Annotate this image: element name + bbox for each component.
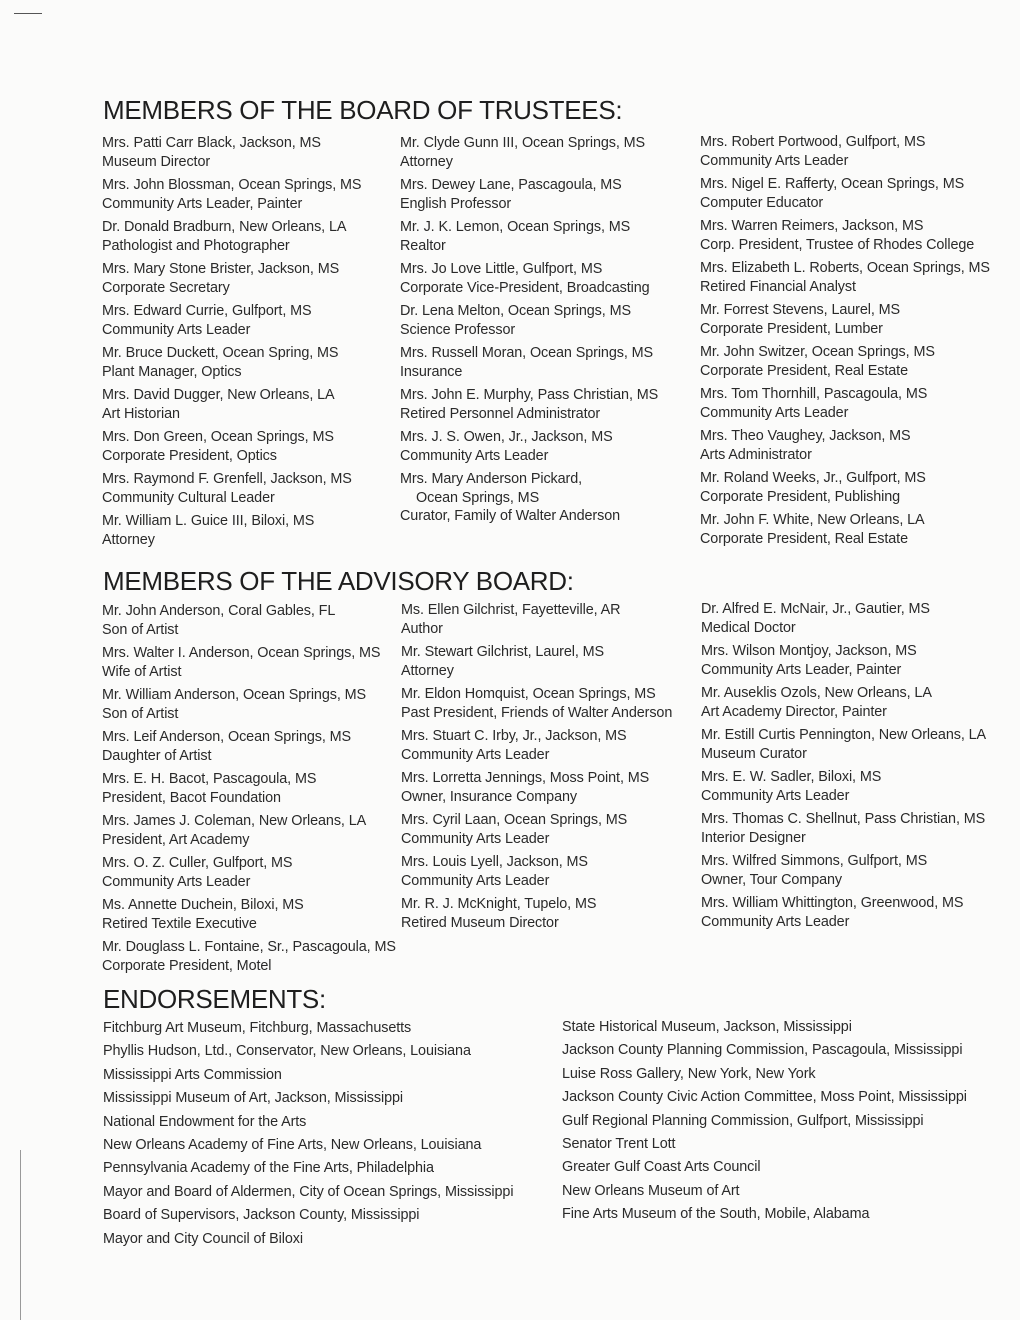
page-edge-line bbox=[20, 1150, 21, 1320]
member-entry bbox=[400, 260, 700, 297]
member-entry bbox=[401, 601, 701, 638]
member-entry bbox=[400, 218, 700, 255]
member-location: Ocean Springs, MS bbox=[416, 489, 540, 506]
member-name: Mrs. Robert Portwood, Gulfport, MS bbox=[700, 134, 926, 150]
member-title: Community Arts Leader bbox=[401, 872, 550, 889]
member-title: Corporate President, Publishing bbox=[700, 488, 901, 505]
member-entry bbox=[700, 385, 1000, 422]
member-entry bbox=[102, 938, 402, 975]
endorsement-item: Pennsylvania Academy of the Fine Arts, Philadelphia bbox=[103, 1160, 434, 1177]
member-entry bbox=[401, 811, 701, 848]
member-name: Mrs. Leif Anderson, Ocean Springs, MS bbox=[102, 729, 352, 745]
member-title: Owner, Insurance Company bbox=[401, 788, 577, 805]
member-entry bbox=[102, 812, 402, 849]
member-name: Mrs. Edward Currie, Gulfport, MS bbox=[102, 303, 312, 319]
member-entry bbox=[701, 768, 1001, 805]
member-entry bbox=[700, 133, 1000, 170]
member-entry bbox=[400, 302, 700, 339]
endorsement-item: State Historical Museum, Jackson, Mississippi bbox=[562, 1019, 852, 1035]
member-title: English Professor bbox=[400, 195, 512, 212]
member-title: Owner, Tour Company bbox=[701, 871, 843, 888]
member-entry bbox=[102, 512, 402, 549]
member-title: Realtor bbox=[400, 237, 446, 254]
member-entry bbox=[700, 259, 1000, 296]
member-title: Interior Designer bbox=[701, 829, 806, 846]
member-name: Mr. John F. White, New Orleans, LA bbox=[700, 512, 925, 528]
endorsements-heading: ENDORSEMENTS: bbox=[103, 984, 326, 1014]
member-entry bbox=[401, 685, 701, 722]
member-title: Corporate Secretary bbox=[102, 279, 230, 296]
member-entry bbox=[102, 470, 402, 507]
member-name: Mrs. Don Green, Ocean Springs, MS bbox=[102, 429, 334, 445]
member-entry bbox=[102, 428, 402, 465]
member-title: Community Arts Leader bbox=[401, 830, 550, 847]
member-title: Art Academy Director, Painter bbox=[701, 703, 887, 720]
member-title: Retired Museum Director bbox=[401, 914, 559, 931]
member-entry bbox=[401, 895, 701, 932]
member-name: Mrs. Stuart C. Irby, Jr., Jackson, MS bbox=[401, 728, 627, 744]
member-name: Mrs. Thomas C. Shellnut, Pass Christian, MS bbox=[701, 811, 986, 827]
endorsement-item: New Orleans Academy of Fine Arts, New Orleans, Louisiana bbox=[103, 1137, 482, 1154]
member-title: Computer Educator bbox=[700, 194, 824, 211]
member-name: Mrs. Mary Anderson Pickard, bbox=[400, 471, 583, 487]
member-name: Mrs. Nigel E. Rafferty, Ocean Springs, MS bbox=[700, 176, 965, 192]
advisory-heading: MEMBERS OF THE ADVISORY BOARD: bbox=[103, 566, 574, 596]
member-title: Attorney bbox=[400, 153, 453, 170]
member-entry bbox=[102, 260, 402, 297]
member-entry bbox=[102, 134, 402, 171]
member-name: Mrs. Walter I. Anderson, Ocean Springs, MS bbox=[102, 645, 381, 661]
member-entry bbox=[400, 386, 700, 423]
member-title: Curator, Family of Walter Anderson bbox=[400, 508, 621, 524]
member-entry bbox=[700, 469, 1000, 506]
member-name: Dr. Donald Bradburn, New Orleans, LA bbox=[102, 219, 347, 235]
member-title: Son of Artist bbox=[102, 621, 179, 638]
member-title: Corp. President, Trustee of Rhodes College bbox=[700, 236, 975, 253]
endorsement-item: Luise Ross Gallery, New York, New York bbox=[562, 1065, 816, 1082]
member-name: Ms. Ellen Gilchrist, Fayetteville, AR bbox=[401, 602, 621, 618]
member-name: Mr. Estill Curtis Pennington, New Orleans, LA bbox=[701, 727, 987, 743]
member-name: Mrs. David Dugger, New Orleans, LA bbox=[102, 387, 335, 403]
member-title: Daughter of Artist bbox=[102, 747, 212, 764]
member-name: Mrs. Jo Love Little, Gulfport, MS bbox=[400, 261, 603, 277]
member-name: Mrs. Dewey Lane, Pascagoula, MS bbox=[400, 177, 622, 193]
endorsement-item: Phyllis Hudson, Ltd., Conservator, New Orleans, Louisiana bbox=[103, 1043, 471, 1060]
member-name: Mrs. John Blossman, Ocean Springs, MS bbox=[102, 177, 362, 193]
member-entry bbox=[102, 302, 402, 339]
member-entry bbox=[701, 726, 1001, 763]
member-name: Mrs. O. Z. Culler, Gulfport, MS bbox=[102, 855, 293, 871]
member-entry bbox=[701, 600, 1001, 637]
endorsement-item: Board of Supervisors, Jackson County, Mississippi bbox=[103, 1207, 420, 1224]
member-title: President, Bacot Foundation bbox=[102, 789, 281, 806]
member-title: Community Arts Leader, Painter bbox=[102, 195, 303, 212]
advisory-column-2 bbox=[401, 601, 701, 937]
member-name: Mr. Clyde Gunn III, Ocean Springs, MS bbox=[400, 135, 646, 151]
member-title: Pathologist and Photographer bbox=[102, 237, 290, 254]
endorsement-item: Gulf Regional Planning Commission, Gulfport, Mississippi bbox=[562, 1112, 924, 1129]
endorsement-item: Greater Gulf Coast Arts Council bbox=[562, 1159, 761, 1176]
member-title: Community Arts Leader bbox=[102, 873, 251, 890]
member-title: Community Arts Leader bbox=[701, 787, 850, 804]
trustees-column-2 bbox=[400, 134, 700, 531]
member-name: Mr. John Anderson, Coral Gables, FL bbox=[102, 603, 336, 619]
member-entry bbox=[700, 301, 1000, 338]
member-name: Mr. J. K. Lemon, Ocean Springs, MS bbox=[400, 219, 631, 235]
endorsement-item: New Orleans Museum of Art bbox=[562, 1182, 740, 1199]
member-title: Community Arts Leader bbox=[700, 404, 849, 421]
member-name: Mrs. Wilfred Simmons, Gulfport, MS bbox=[701, 853, 928, 869]
member-entry bbox=[700, 343, 1000, 380]
member-name: Mrs. Mary Stone Brister, Jackson, MS bbox=[102, 261, 340, 277]
member-title: Attorney bbox=[401, 662, 454, 679]
member-title: Community Arts Leader bbox=[400, 447, 549, 464]
member-entry bbox=[400, 344, 700, 381]
member-title: Retired Financial Analyst bbox=[700, 278, 856, 295]
member-name: Mr. Eldon Homquist, Ocean Springs, MS bbox=[401, 686, 656, 702]
member-title: Museum Curator bbox=[701, 745, 807, 762]
member-title: Corporate President, Real Estate bbox=[700, 362, 908, 379]
member-entry bbox=[102, 686, 402, 723]
member-name: Mrs. Elizabeth L. Roberts, Ocean Springs, MS bbox=[700, 260, 990, 276]
member-entry bbox=[700, 511, 1000, 548]
member-name: Mrs. William Whittington, Greenwood, MS bbox=[701, 895, 964, 911]
member-name: Dr. Lena Melton, Ocean Springs, MS bbox=[400, 303, 631, 319]
member-title: Corporate Vice-President, Broadcasting bbox=[400, 279, 650, 296]
member-title: Community Arts Leader bbox=[701, 913, 850, 930]
member-entry bbox=[102, 854, 402, 891]
member-entry bbox=[102, 728, 402, 765]
member-name: Mrs. E. W. Sadler, Biloxi, MS bbox=[701, 769, 882, 785]
advisory-column-3 bbox=[701, 600, 1001, 936]
member-title: Attorney bbox=[102, 531, 155, 548]
member-title: Corporate President, Optics bbox=[102, 447, 277, 464]
endorsements-column-2 bbox=[562, 1016, 1002, 1227]
member-name: Mrs. Raymond F. Grenfell, Jackson, MS bbox=[102, 471, 352, 487]
endorsement-item: Mayor and City Council of Biloxi bbox=[103, 1230, 303, 1247]
member-title: Arts Administrator bbox=[700, 446, 812, 463]
endorsement-item: Senator Trent Lott bbox=[562, 1136, 676, 1153]
member-title: Community Arts Leader bbox=[102, 321, 251, 338]
member-entry bbox=[701, 642, 1001, 679]
member-entry bbox=[102, 770, 402, 807]
member-title: Insurance bbox=[400, 363, 463, 380]
member-name: Mr. Auseklis Ozols, New Orleans, LA bbox=[701, 685, 932, 701]
endorsement-item: Fine Arts Museum of the South, Mobile, Alabama bbox=[562, 1206, 870, 1223]
member-entry bbox=[400, 134, 700, 171]
member-name: Mr. R. J. McKnight, Tupelo, MS bbox=[401, 896, 597, 912]
member-name: Mrs. J. S. Owen, Jr., Jackson, MS bbox=[400, 429, 613, 445]
endorsement-item: Fitchburg Art Museum, Fitchburg, Massachusetts bbox=[103, 1020, 412, 1036]
member-name: Mr. John Switzer, Ocean Springs, MS bbox=[700, 344, 935, 360]
member-entry bbox=[102, 218, 402, 255]
member-entry bbox=[400, 428, 700, 465]
member-entry bbox=[700, 217, 1000, 254]
endorsement-item: Mayor and Board of Aldermen, City of Ocean Springs, Mississippi bbox=[103, 1183, 514, 1200]
member-entry bbox=[102, 386, 402, 423]
member-name: Mrs. Theo Vaughey, Jackson, MS bbox=[700, 428, 911, 444]
member-name: Mrs. E. H. Bacot, Pascagoula, MS bbox=[102, 771, 317, 787]
member-entry bbox=[401, 853, 701, 890]
member-name: Mrs. Warren Reimers, Jackson, MS bbox=[700, 218, 924, 234]
member-entry bbox=[701, 894, 1001, 931]
advisory-column-1 bbox=[102, 602, 402, 980]
member-title: Science Professor bbox=[400, 321, 516, 338]
member-name: Mr. William Anderson, Ocean Springs, MS bbox=[102, 687, 367, 703]
endorsements-column-1 bbox=[103, 1017, 543, 1251]
member-title: Son of Artist bbox=[102, 705, 179, 722]
member-entry bbox=[701, 684, 1001, 721]
member-name: Mrs. Wilson Montjoy, Jackson, MS bbox=[701, 643, 917, 659]
endorsement-item: Mississippi Museum of Art, Jackson, Mississippi bbox=[103, 1090, 403, 1107]
member-entry bbox=[102, 176, 402, 213]
member-name: Ms. Annette Duchein, Biloxi, MS bbox=[102, 897, 304, 913]
member-name: Mrs. Patti Carr Black, Jackson, MS bbox=[102, 135, 321, 151]
member-name: Mrs. Russell Moran, Ocean Springs, MS bbox=[400, 345, 654, 361]
member-entry bbox=[400, 470, 700, 526]
member-title: Community Arts Leader bbox=[700, 152, 849, 169]
trustees-column-1 bbox=[102, 134, 402, 554]
endorsement-item: National Endowment for the Arts bbox=[103, 1113, 307, 1130]
member-title: Community Arts Leader bbox=[401, 746, 550, 763]
member-name: Mrs. Louis Lyell, Jackson, MS bbox=[401, 854, 588, 870]
member-title: Corporate President, Real Estate bbox=[700, 530, 908, 547]
member-title: Retired Textile Executive bbox=[102, 915, 257, 932]
member-name: Mrs. James J. Coleman, New Orleans, LA bbox=[102, 813, 367, 829]
endorsement-item: Jackson County Civic Action Committee, Moss Point, Mississippi bbox=[562, 1089, 967, 1106]
member-name: Mr. Stewart Gilchrist, Laurel, MS bbox=[401, 644, 605, 660]
member-entry bbox=[701, 810, 1001, 847]
member-title: Author bbox=[401, 620, 443, 637]
endorsement-item: Jackson County Planning Commission, Pascagoula, Mississippi bbox=[562, 1042, 963, 1059]
member-entry bbox=[401, 769, 701, 806]
member-name: Mr. William L. Guice III, Biloxi, MS bbox=[102, 513, 315, 529]
member-name: Mr. Bruce Duckett, Ocean Spring, MS bbox=[102, 345, 339, 361]
member-title: Plant Manager, Optics bbox=[102, 363, 242, 380]
member-entry bbox=[102, 602, 402, 639]
member-title: Retired Personnel Administrator bbox=[400, 405, 601, 422]
endorsement-item: Mississippi Arts Commission bbox=[103, 1066, 282, 1083]
member-entry bbox=[700, 175, 1000, 212]
member-entry bbox=[700, 427, 1000, 464]
member-entry bbox=[401, 727, 701, 764]
member-title: Wife of Artist bbox=[102, 663, 182, 680]
member-title: Community Cultural Leader bbox=[102, 489, 275, 506]
member-title: Corporate President, Motel bbox=[102, 957, 272, 974]
member-entry bbox=[701, 852, 1001, 889]
member-title: Community Arts Leader, Painter bbox=[701, 661, 902, 678]
member-name: Mrs. Lorretta Jennings, Moss Point, MS bbox=[401, 770, 650, 786]
member-name: Mrs. Tom Thornhill, Pascagoula, MS bbox=[700, 386, 928, 402]
member-title: Past President, Friends of Walter Anderson bbox=[401, 704, 673, 721]
member-name: Mrs. Cyril Laan, Ocean Springs, MS bbox=[401, 812, 628, 828]
member-entry bbox=[102, 896, 402, 933]
member-name: Mr. Roland Weeks, Jr., Gulfport, MS bbox=[700, 470, 926, 486]
member-title: Corporate President, Lumber bbox=[700, 320, 883, 337]
member-entry bbox=[102, 344, 402, 381]
corner-mark bbox=[14, 13, 42, 14]
member-title: Medical Doctor bbox=[701, 619, 796, 636]
member-entry bbox=[401, 643, 701, 680]
member-entry bbox=[102, 644, 402, 681]
member-title: Art Historian bbox=[102, 405, 180, 422]
member-name: Dr. Alfred E. McNair, Jr., Gautier, MS bbox=[701, 601, 930, 617]
trustees-column-3 bbox=[700, 133, 1000, 553]
member-name: Mrs. John E. Murphy, Pass Christian, MS bbox=[400, 387, 659, 403]
member-name: Mr. Douglass L. Fontaine, Sr., Pascagoula, MS bbox=[102, 939, 396, 955]
member-entry bbox=[400, 176, 700, 213]
member-title: Museum Director bbox=[102, 153, 211, 170]
member-title: President, Art Academy bbox=[102, 831, 250, 848]
trustees-heading: MEMBERS OF THE BOARD OF TRUSTEES: bbox=[103, 95, 623, 125]
member-name: Mr. Forrest Stevens, Laurel, MS bbox=[700, 302, 901, 318]
